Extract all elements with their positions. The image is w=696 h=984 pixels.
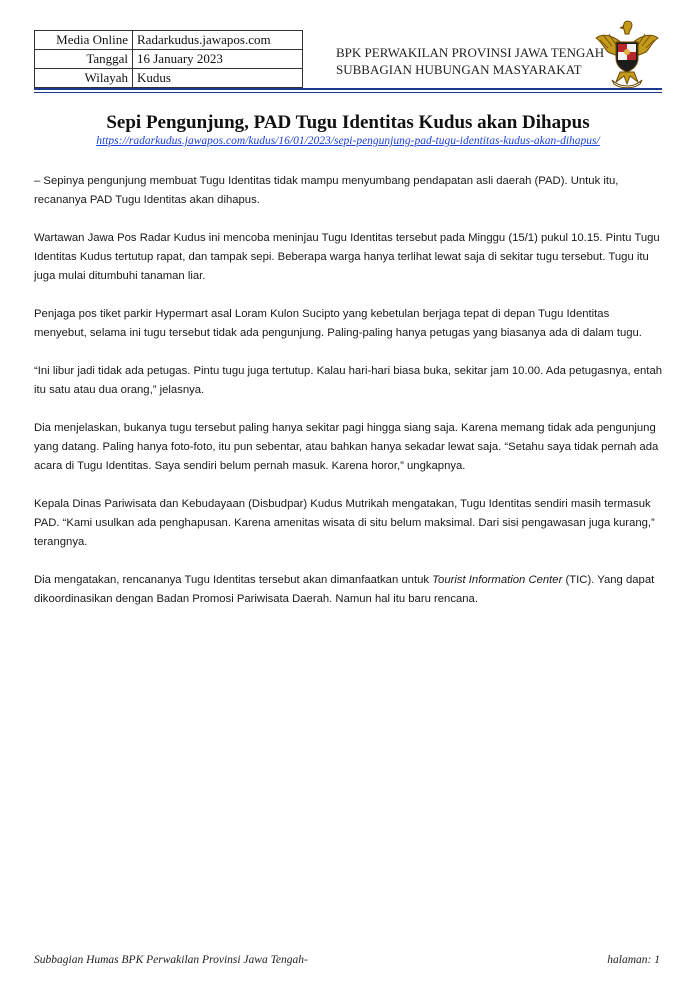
date-value: 16 January 2023	[133, 50, 303, 69]
agency-line-2: SUBBAGIAN HUBUNGAN MASYARAKAT	[336, 62, 582, 77]
media-row	[35, 31, 303, 50]
date-label: Tanggal	[35, 50, 133, 69]
footer-department: Subbagian Humas BPK Perwakilan Provinsi Jawa Tengah-	[34, 954, 308, 966]
media-label: Media Online	[35, 31, 133, 50]
paragraph: Wartawan Jawa Pos Radar Kudus ini mencoba meninjau Tugu Identitas tersebut pada Minggu (15/1) pukul 10.15. Pintu Tugu Identitas Kudus tertutup rapat, dan tampak sepi. Beberapa warga hanya terlihat lewat saja di sekitar tugu tersebut. Tugu itu juga mulai ditumbuhi tanaman liar.	[34, 232, 660, 282]
agency-line-1: BPK PERWAKILAN PROVINSI JAWA TENGAH	[336, 45, 605, 60]
paragraph-text: Dia mengatakan, rencananya Tugu Identitas tersebut akan dimanfaatkan untuk	[34, 574, 433, 586]
region-value: Kudus	[133, 69, 303, 88]
region-row	[35, 69, 303, 88]
region-label: Wilayah	[35, 69, 133, 88]
header-divider-thin	[34, 92, 662, 93]
page-number: halaman: 1	[607, 954, 660, 966]
header-divider	[34, 88, 662, 90]
article-source-link[interactable]: https://radarkudus.jawapos.com/kudus/16/01/2023/sepi-pengunjung-pad-tugu-identitas-kudus-akan-dihapus/	[96, 135, 600, 147]
paragraph-last	[34, 571, 662, 609]
paragraph: – Sepinya pengunjung membuat Tugu Identitas tidak mampu menyumbang pendapatan asli daerah (PAD). Untuk itu, recananya PAD Tugu Identitas akan dihapus.	[34, 175, 619, 206]
date-row	[35, 50, 303, 69]
paragraph-text: (TIC). Yang dapat dikoordinasikan dengan Badan Promosi Pariwisata Daerah. Namun hal itu baru rencana.	[34, 574, 655, 605]
paragraph: Penjaga pos tiket parkir Hypermart asal Loram Kulon Sucipto yang kebetulan berjaga tepat di depan Tugu Identitas menyebut, selama ini tugu tersebut tidak ada pengunjung. Paling-paling hanya petugas yang biasanya ada di dalam tugu.	[34, 308, 642, 339]
media-value: Radarkudus.jawapos.com	[133, 31, 303, 50]
garuda-emblem-icon	[594, 18, 660, 90]
agency-name	[336, 44, 604, 78]
article-body	[34, 172, 662, 628]
paragraph: “Ini libur jadi tidak ada petugas. Pintu tugu juga tertutup. Kalau hari-hari biasa buka, sekitar jam 10.00. Ada petugasnya, entah itu satu atau dua orang,” jelasnya.	[34, 365, 663, 396]
article-title: Sepi Pengunjung, PAD Tugu Identitas Kudus akan Dihapus	[106, 112, 590, 133]
media-info-table	[34, 30, 303, 88]
paragraph: Dia menjelaskan, bukanya tugu tersebut paling hanya sekitar pagi hingga siang saja. Karena memang tidak ada pengunjung yang datang. Paling hanya foto-foto, itu pun sebentar, atau bahkan hanya sekadar lewat saja. “Setahu saya tidak pernah ada acara di Tugu Identitas. Saya sendiri belum pernah masuk. Karena horor,” ungkapnya.	[34, 422, 659, 472]
paragraph: Kepala Dinas Pariwisata dan Kebudayaan (Disbudpar) Kudus Mutrikah mengatakan, Tugu Identitas sendiri masih termasuk PAD. “Kami usulkan ada penghapusan. Karena amenitas wisata di situ belum maksimal. Dari sisi pengawasan juga kurang,” terangnya.	[34, 498, 655, 548]
tic-term: Tourist Information Center	[432, 574, 563, 586]
